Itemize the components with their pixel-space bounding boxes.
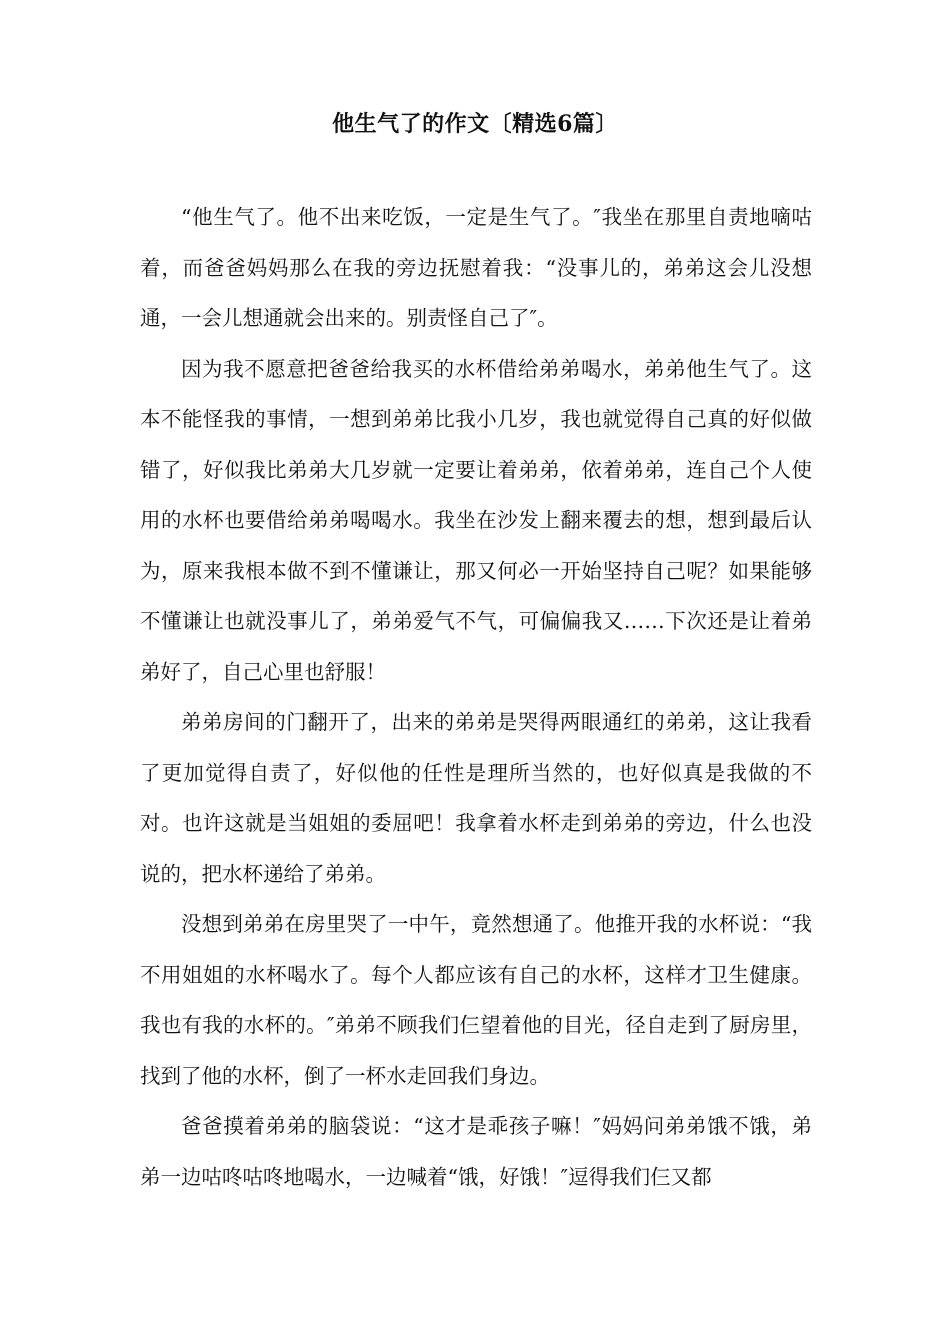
paragraph-4: 没想到弟弟在房里哭了一中午，竟然想通了。他推开我的水杯说：“我不用姐姐的水杯喝水了。每个人都应该有自己的水杯，这样才卫生健康。我也有我的水杯的。″弟弟不顾我们仨望着他的目光，径自走到了厨房里，找到了他的水杯，倒了一杯水走回我们身边。 xyxy=(140,912,812,1088)
paragraph-2: 因为我不愿意把爸爸给我买的水杯借给弟弟喝水，弟弟他生气了。这本不能怪我的事情，一想到弟弟比我小几岁，我也就觉得自己真的好似做错了，好似我比弟弟大几岁就一定要让着弟弟，依着弟弟，连自己个人使用的水杯也要借给弟弟喝喝水。我坐在沙发上翻来覆去的想，想到最后认为，原来我根本做不到不懂谦让，那又何必一开始坚持自己呢？如果能够不懂谦让也就没事儿了，弟弟爱气不气，可偏偏我又……下次还是让着弟弟好了，自己心里也舒服！ xyxy=(140,356,812,684)
paragraph-5: 爸爸摸着弟弟的脑袋说：“这才是乖孩子嘛！″妈妈问弟弟饿不饿，弟弟一边咕咚咕咚地喝水，一边喊着“饿，好饿！″逗得我们仨又都 xyxy=(140,1114,812,1189)
document-title: 他生气了的作文〔精选6篇〕 xyxy=(332,111,618,137)
document-body xyxy=(140,192,812,1202)
paragraph-1: “他生气了。他不出来吃饭，一定是生气了。″我坐在那里自责地嘀咕着，而爸爸妈妈那么在我的旁边抚慰着我：“没事儿的，弟弟这会儿没想通，一会儿想通就会出来的。别责怪自己了″。 xyxy=(140,205,812,330)
paragraph-3: 弟弟房间的门翻开了，出来的弟弟是哭得两眼通红的弟弟，这让我看了更加觉得自责了，好似他的任性是理所当然的，也好似真是我做的不对。也许这就是当姐姐的委屈吧！我拿着水杯走到弟弟的旁边，什么也没说的，把水杯递给了弟弟。 xyxy=(140,710,812,886)
